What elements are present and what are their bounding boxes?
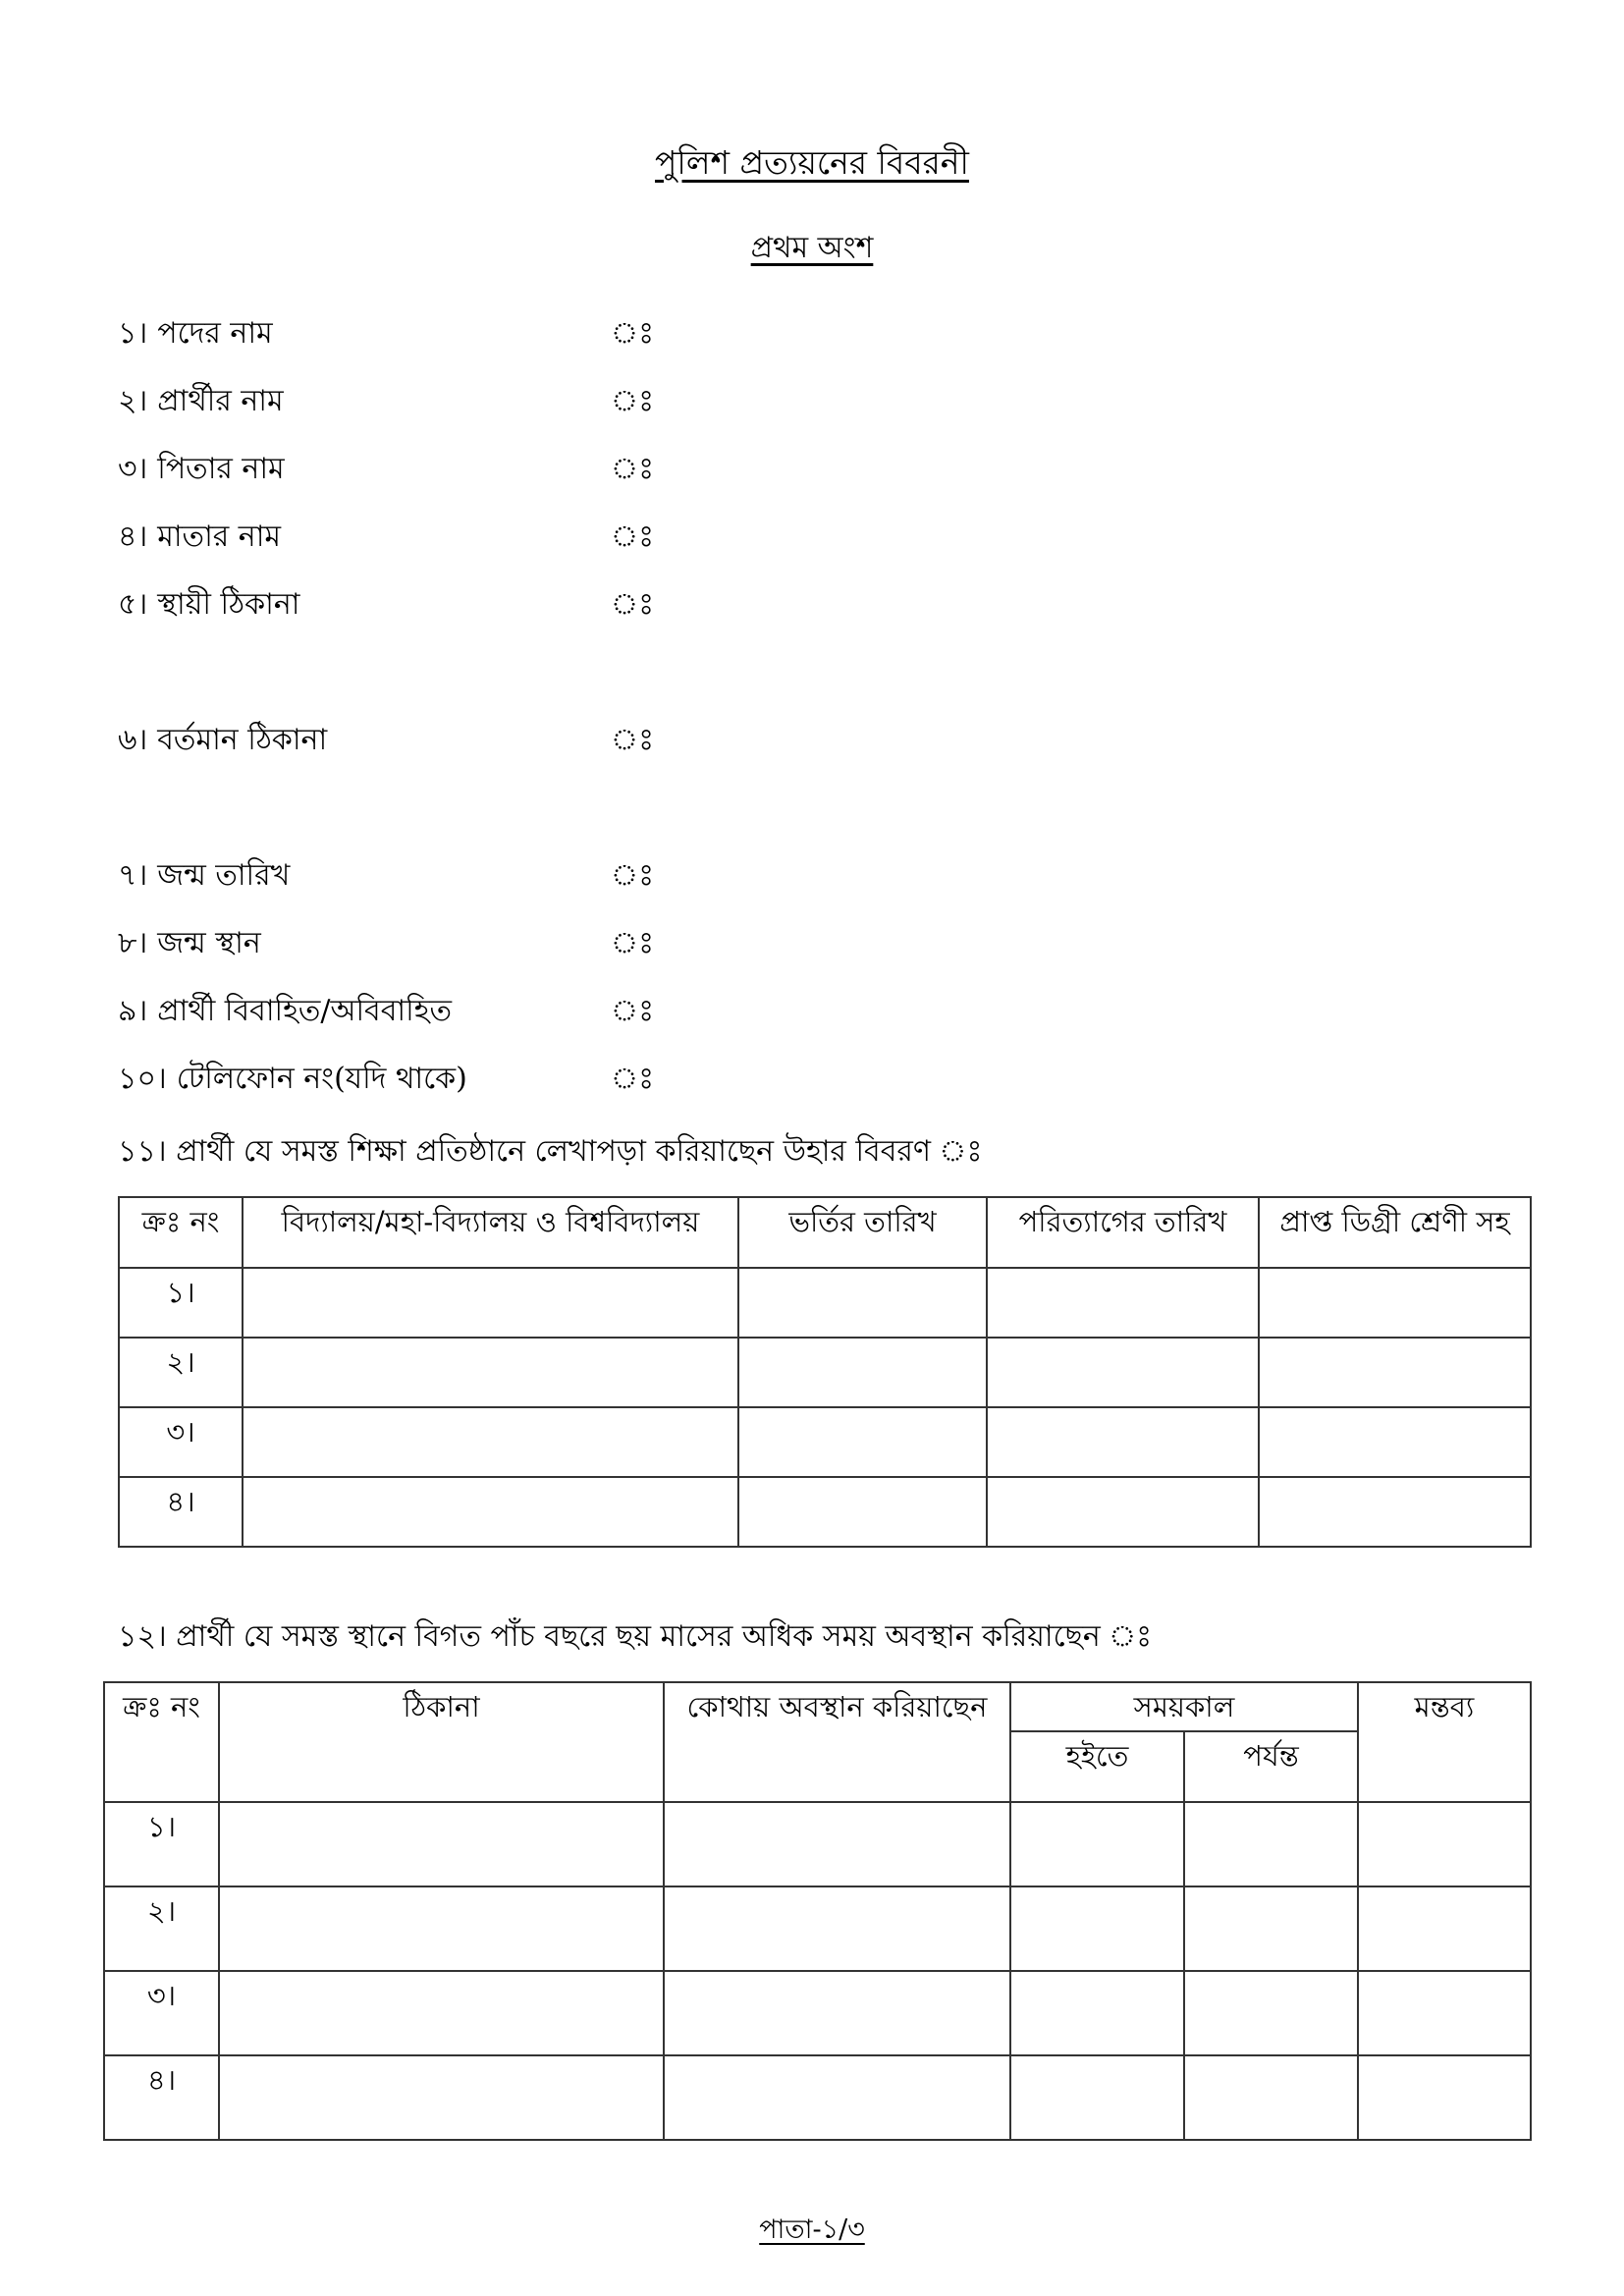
field-present-address — [118, 719, 805, 762]
table-row — [119, 1477, 1531, 1547]
field-colon: ঃ — [611, 519, 655, 554]
field-number: ১০। — [118, 1062, 167, 1096]
field-post-name — [118, 312, 805, 355]
admission-date-cell[interactable] — [738, 1477, 987, 1547]
to-cell[interactable] — [1184, 1802, 1358, 1886]
to-cell[interactable] — [1184, 1971, 1358, 2055]
remarks-cell[interactable] — [1358, 1802, 1531, 1886]
where-stayed-cell[interactable] — [664, 1971, 1010, 2055]
field-number: ৬। — [118, 723, 148, 757]
header-admission-date: ভর্তির তারিখ — [738, 1197, 987, 1268]
field-birth-place — [118, 922, 805, 965]
document-subtitle: প্রথম অংশ — [750, 231, 874, 265]
field-number: ৪। — [118, 519, 148, 554]
institution-cell[interactable] — [243, 1477, 738, 1547]
residence-heading: ১২। প্রার্থী যে সমস্ত স্থানে বিগত পাঁচ বছরে ছয় মাসের অধিক সময় অবস্থান করিয়াছেন ঃ — [118, 1619, 1153, 1654]
header-serial: ক্রঃ নং — [104, 1682, 219, 1802]
field-colon: ঃ — [611, 994, 655, 1028]
header-institution: বিদ্যালয়/মহা-বিদ্যালয় ও বিশ্ববিদ্যালয় — [243, 1197, 738, 1268]
address-cell[interactable] — [219, 1886, 664, 1971]
remarks-cell[interactable] — [1358, 1886, 1531, 1971]
field-candidate-name — [118, 380, 805, 423]
institution-cell[interactable] — [243, 1338, 738, 1407]
header-where-stayed: কোথায় অবস্থান করিয়াছেন — [664, 1682, 1010, 1802]
serial-cell: ৪। — [119, 1477, 243, 1547]
table-header-row — [104, 1682, 1531, 1731]
field-colon: ঃ — [611, 587, 655, 622]
leaving-date-cell[interactable] — [987, 1407, 1259, 1477]
field-label: মাতার নাম — [157, 519, 282, 554]
leaving-date-cell[interactable] — [987, 1477, 1259, 1547]
field-label: প্রার্থীর নাম — [157, 384, 284, 418]
header-remarks: মন্তব্য — [1358, 1682, 1531, 1802]
field-label: টেলিফোন নং(যদি থাকে) — [176, 1062, 467, 1096]
serial-cell: ৪। — [104, 2055, 219, 2140]
remarks-cell[interactable] — [1358, 1971, 1531, 2055]
field-label: জন্ম তারিখ — [157, 858, 291, 893]
serial-cell: ৩। — [104, 1971, 219, 2055]
serial-cell: ১। — [119, 1268, 243, 1338]
table-row — [119, 1338, 1531, 1407]
field-number: ১। — [118, 316, 148, 351]
serial-cell: ২। — [119, 1338, 243, 1407]
where-stayed-cell[interactable] — [664, 1802, 1010, 1886]
to-cell[interactable] — [1184, 2055, 1358, 2140]
field-number: ৫। — [118, 587, 148, 622]
field-number: ৯। — [118, 994, 148, 1028]
field-telephone — [118, 1058, 805, 1101]
field-colon: ঃ — [611, 452, 655, 486]
header-serial: ক্রঃ নং — [119, 1197, 243, 1268]
field-father-name — [118, 448, 805, 491]
leaving-date-cell[interactable] — [987, 1268, 1259, 1338]
serial-cell: ১। — [104, 1802, 219, 1886]
table-row — [104, 1802, 1531, 1886]
where-stayed-cell[interactable] — [664, 1886, 1010, 1971]
header-address: ঠিকানা — [219, 1682, 664, 1802]
admission-date-cell[interactable] — [738, 1407, 987, 1477]
document-title: পুলিশ প্রত্যয়নের বিবরনী — [655, 143, 969, 182]
header-period: সময়কাল — [1010, 1682, 1358, 1731]
header-leaving-date: পরিত্যাগের তারিখ — [987, 1197, 1259, 1268]
from-cell[interactable] — [1010, 2055, 1184, 2140]
table-row — [104, 2055, 1531, 2140]
residence-table — [103, 1681, 1532, 2141]
address-cell[interactable] — [219, 2055, 664, 2140]
field-number: ৮। — [118, 926, 148, 960]
degree-cell[interactable] — [1259, 1338, 1531, 1407]
field-colon: ঃ — [611, 926, 655, 960]
institution-cell[interactable] — [243, 1268, 738, 1338]
field-marital-status — [118, 990, 805, 1033]
field-colon: ঃ — [611, 858, 655, 893]
serial-cell: ৩। — [119, 1407, 243, 1477]
field-colon: ঃ — [611, 316, 655, 351]
leaving-date-cell[interactable] — [987, 1338, 1259, 1407]
degree-cell[interactable] — [1259, 1407, 1531, 1477]
where-stayed-cell[interactable] — [664, 2055, 1010, 2140]
field-label: বর্তমান ঠিকানা — [157, 723, 328, 757]
degree-cell[interactable] — [1259, 1477, 1531, 1547]
field-birth-date — [118, 854, 805, 898]
field-label: প্রার্থী বিবাহিত/অবিবাহিত — [157, 994, 452, 1028]
address-cell[interactable] — [219, 1802, 664, 1886]
table-row — [119, 1268, 1531, 1338]
field-label: জন্ম স্থান — [157, 926, 261, 960]
table-row — [104, 1971, 1531, 2055]
field-label: পিতার নাম — [157, 452, 285, 486]
header-from: হইতে — [1010, 1731, 1184, 1802]
admission-date-cell[interactable] — [738, 1338, 987, 1407]
from-cell[interactable] — [1010, 1886, 1184, 1971]
page-number: পাতা-১/৩ — [759, 2214, 865, 2245]
header-to: পর্যন্ত — [1184, 1731, 1358, 1802]
table-header-row — [119, 1197, 1531, 1268]
remarks-cell[interactable] — [1358, 2055, 1531, 2140]
from-cell[interactable] — [1010, 1971, 1184, 2055]
degree-cell[interactable] — [1259, 1268, 1531, 1338]
field-mother-name — [118, 516, 805, 559]
education-heading: ১১। প্রার্থী যে সমস্ত শিক্ষা প্রতিষ্ঠানে লেখাপড়া করিয়াছেন উহার বিবরণ ঃ — [118, 1134, 983, 1169]
education-table — [118, 1196, 1532, 1548]
table-row — [104, 1886, 1531, 1971]
field-permanent-address — [118, 583, 805, 627]
serial-cell: ২। — [104, 1886, 219, 1971]
field-colon: ঃ — [611, 1062, 655, 1096]
field-label: পদের নাম — [157, 316, 273, 351]
table-row — [119, 1407, 1531, 1477]
from-cell[interactable] — [1010, 1802, 1184, 1886]
field-number: ৩। — [118, 452, 148, 486]
header-degree: প্রাপ্ত ডিগ্রী শ্রেণী সহ — [1259, 1197, 1531, 1268]
field-colon: ঃ — [611, 384, 655, 418]
field-label: স্থায়ী ঠিকানা — [157, 587, 300, 622]
field-colon: ঃ — [611, 723, 655, 757]
institution-cell[interactable] — [243, 1407, 738, 1477]
field-number: ২। — [118, 384, 148, 418]
admission-date-cell[interactable] — [738, 1268, 987, 1338]
field-number: ৭। — [118, 858, 148, 893]
address-cell[interactable] — [219, 1971, 664, 2055]
to-cell[interactable] — [1184, 1886, 1358, 1971]
